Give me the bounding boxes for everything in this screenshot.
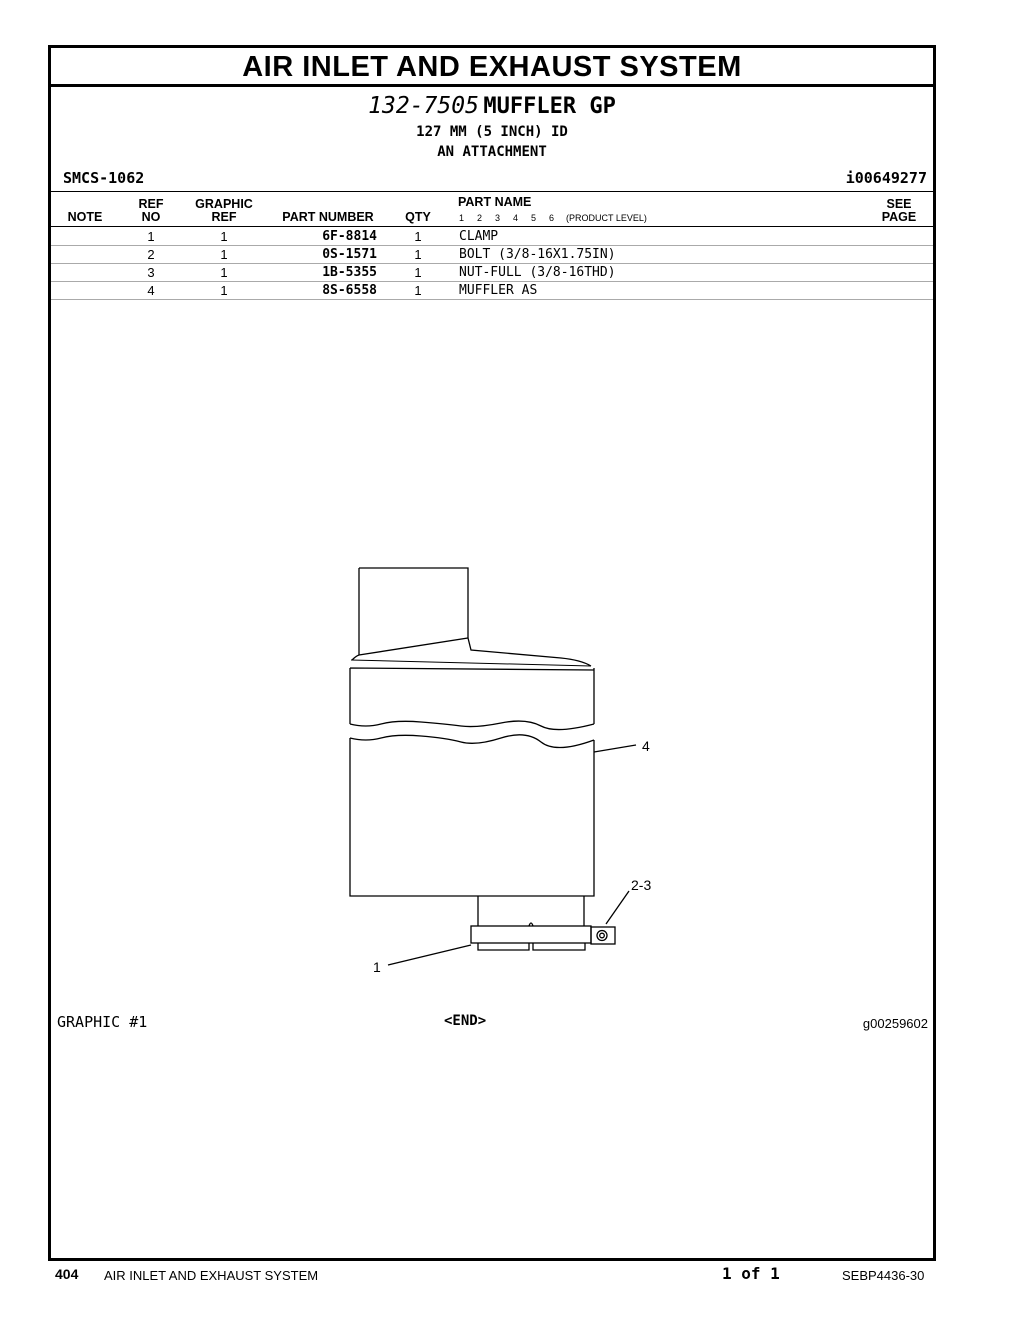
callout-1: 1 bbox=[373, 959, 381, 975]
row-part-name: CLAMP bbox=[459, 229, 499, 244]
col-part-number-header: PART NUMBER bbox=[282, 210, 374, 224]
col-graphic-header-1: GRAPHIC bbox=[195, 197, 253, 211]
row-ref: 3 bbox=[147, 265, 155, 280]
row-ref: 1 bbox=[147, 229, 155, 244]
level-3: 3 bbox=[495, 213, 501, 223]
col-qty-header: QTY bbox=[405, 210, 431, 224]
footer-book-number: SEBP4436-30 bbox=[842, 1268, 925, 1283]
row-qty: 1 bbox=[414, 265, 422, 280]
footer-page-of: 1 of 1 bbox=[722, 1264, 780, 1283]
row-qty: 1 bbox=[414, 283, 422, 298]
smcs-code: SMCS-1062 bbox=[63, 169, 145, 187]
level-1: 1 bbox=[459, 213, 465, 223]
row-part-name: BOLT (3/8-16X1.75IN) bbox=[459, 247, 616, 262]
col-part-name-header: PART NAME bbox=[458, 195, 532, 209]
row-graphic-ref: 1 bbox=[220, 229, 228, 244]
muffler-illustration bbox=[51, 48, 933, 1258]
row-part-number: 6F-8814 bbox=[322, 229, 377, 244]
group-subtitle-1: 127 MM (5 INCH) ID bbox=[416, 124, 568, 140]
col-ref-header-1: REF bbox=[138, 197, 164, 211]
row-ref: 2 bbox=[147, 247, 155, 262]
col-graphic-header-2: REF bbox=[211, 210, 237, 224]
row-part-number: 1B-5355 bbox=[322, 265, 377, 280]
row-part-number: 8S-6558 bbox=[322, 283, 377, 298]
section-title: AIR INLET AND EXHAUST SYSTEM bbox=[51, 48, 933, 87]
col-ref-header-2: NO bbox=[141, 210, 161, 224]
col-see-page-header-1: SEE bbox=[886, 197, 912, 211]
row-part-number: 0S-1571 bbox=[322, 247, 377, 262]
group-subtitle-2: AN ATTACHMENT bbox=[437, 144, 547, 160]
row-part-name: NUT-FULL (3/8-16THD) bbox=[459, 265, 616, 280]
document-id: i00649277 bbox=[845, 169, 927, 187]
callout-2-3: 2-3 bbox=[631, 877, 652, 893]
row-qty: 1 bbox=[414, 229, 422, 244]
product-level-label: (PRODUCT LEVEL) bbox=[566, 213, 647, 223]
page-frame bbox=[48, 45, 936, 1261]
graphic-id: g00259602 bbox=[862, 1016, 928, 1031]
group-number: 132-7505 bbox=[368, 93, 479, 119]
level-5: 5 bbox=[531, 213, 537, 223]
end-label: <END> bbox=[444, 1013, 487, 1029]
row-graphic-ref: 1 bbox=[220, 283, 228, 298]
level-2: 2 bbox=[477, 213, 483, 223]
row-graphic-ref: 1 bbox=[220, 247, 228, 262]
group-name: MUFFLER GP bbox=[483, 94, 616, 119]
row-graphic-ref: 1 bbox=[220, 265, 228, 280]
col-note-header: NOTE bbox=[67, 210, 103, 224]
callout-4: 4 bbox=[642, 738, 650, 754]
level-6: 6 bbox=[549, 213, 555, 223]
footer-section: AIR INLET AND EXHAUST SYSTEM bbox=[104, 1268, 319, 1283]
row-qty: 1 bbox=[414, 247, 422, 262]
graphic-label: GRAPHIC #1 bbox=[57, 1013, 148, 1031]
row-ref: 4 bbox=[147, 283, 155, 298]
footer-page-number: 404 bbox=[55, 1266, 79, 1282]
row-part-name: MUFFLER AS bbox=[459, 283, 538, 298]
level-4: 4 bbox=[513, 213, 519, 223]
col-see-page-header-2: PAGE bbox=[881, 210, 917, 224]
